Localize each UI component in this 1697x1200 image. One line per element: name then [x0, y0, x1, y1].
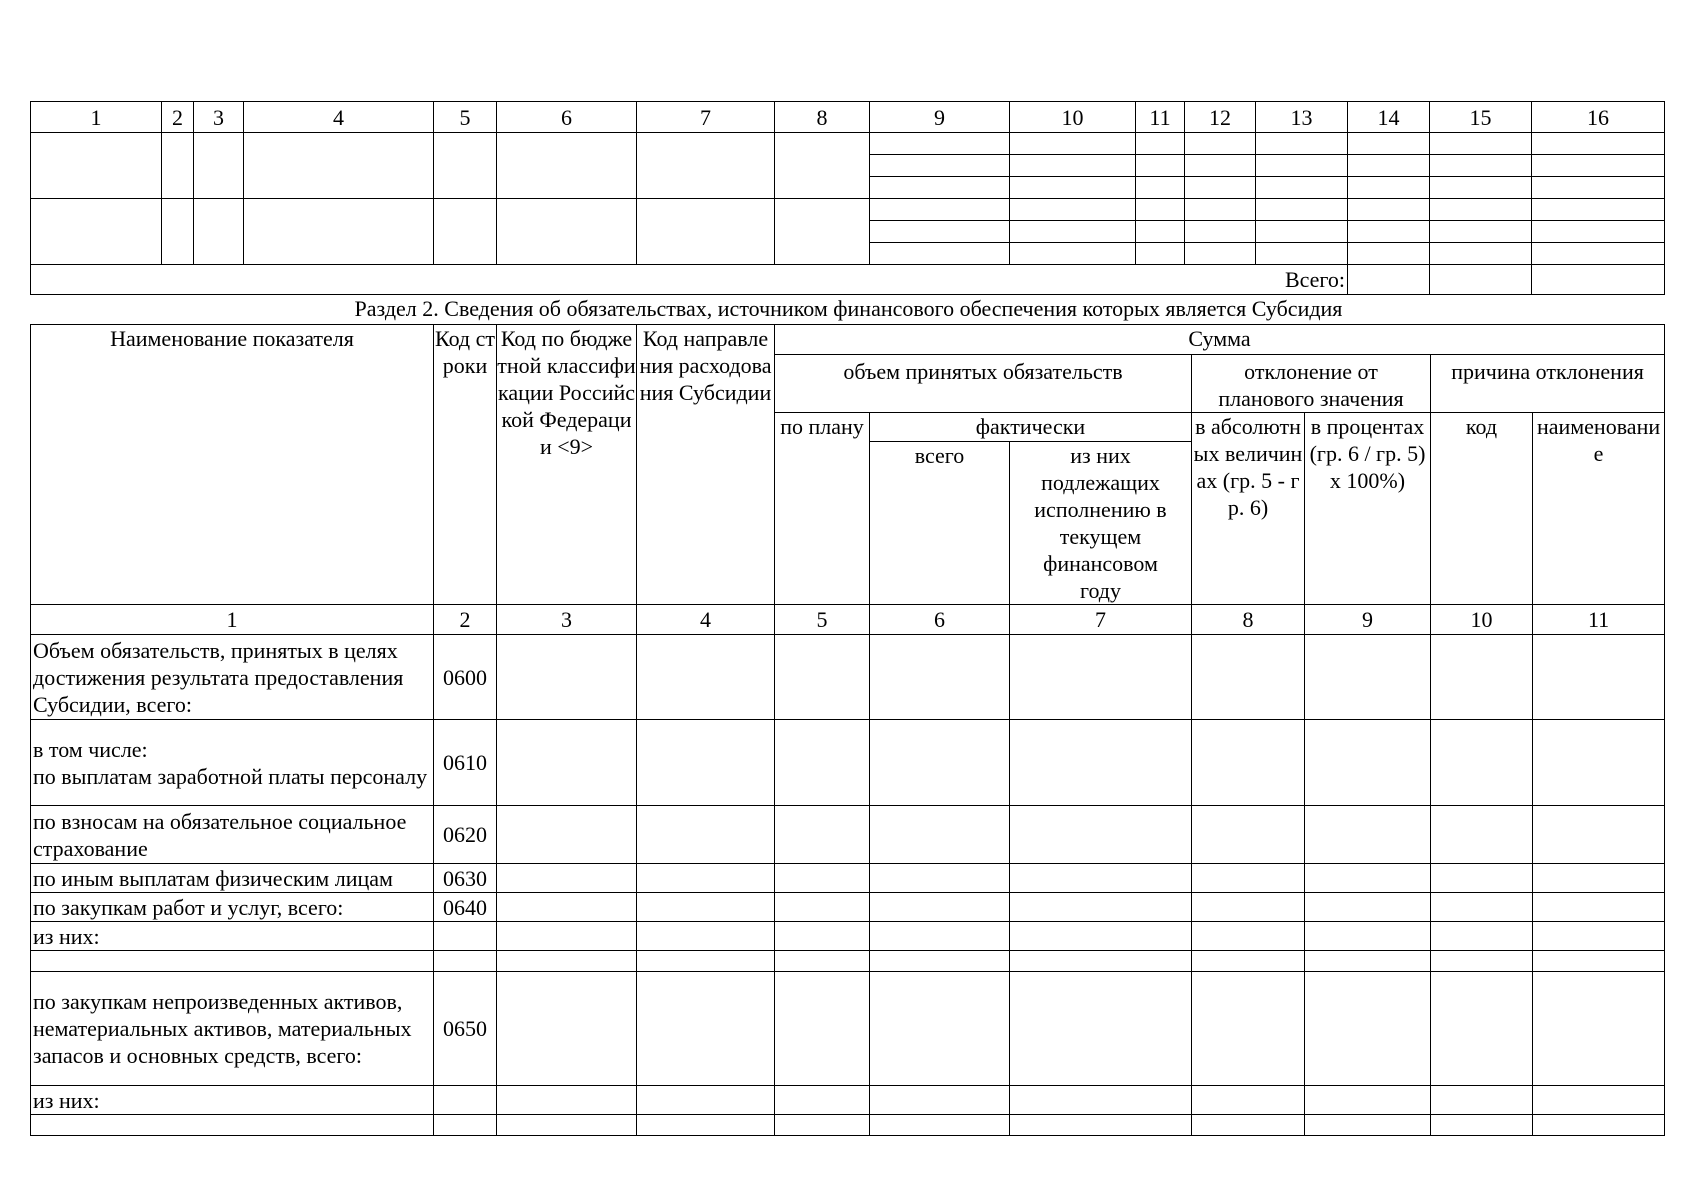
header-obligations-volume: объем принятых обязательств: [775, 355, 1192, 413]
data-cell: [637, 1115, 775, 1136]
table-row: [31, 922, 1665, 951]
data-cell: [1533, 1086, 1665, 1115]
data-cell: [637, 972, 775, 1086]
data-cell: [637, 806, 775, 864]
data-cell: [497, 635, 637, 720]
row-code: 0650: [434, 972, 497, 1086]
top-cell: [870, 177, 1010, 199]
top-cell: [1532, 155, 1665, 177]
top-cell: [1185, 133, 1256, 155]
top-cell: [1010, 133, 1136, 155]
table-row: [31, 1115, 1665, 1136]
row-code: 0600: [434, 635, 497, 720]
top-cell: [1010, 221, 1136, 243]
top-cell: [1185, 155, 1256, 177]
top-cell: [1010, 177, 1136, 199]
top-col-num: 9: [870, 102, 1010, 133]
data-cell: [1192, 635, 1305, 720]
data-cell: [1192, 922, 1305, 951]
col-num: 7: [1010, 605, 1192, 635]
top-cell: [434, 199, 497, 265]
data-cell: [1305, 720, 1431, 806]
data-cell: [637, 922, 775, 951]
table-row: [31, 1086, 1665, 1115]
row-code: [434, 951, 497, 972]
data-cell: [870, 951, 1010, 972]
data-cell: [1533, 720, 1665, 806]
data-cell: [1192, 893, 1305, 922]
header-percent: в процентах (гр. 6 / гр. 5) x 100%): [1305, 413, 1431, 605]
table-row: [31, 806, 1665, 864]
data-cell: [1533, 806, 1665, 864]
top-cell: [162, 133, 194, 199]
data-cell: [1010, 1086, 1192, 1115]
top-cell: [1185, 243, 1256, 265]
top-cell: [1256, 243, 1348, 265]
data-cell: [1192, 972, 1305, 1086]
top-cell: [1532, 177, 1665, 199]
header-deviation-reason: причина отклонения: [1431, 355, 1665, 413]
top-cell: [775, 199, 870, 265]
data-cell: [1305, 951, 1431, 972]
top-cell: [497, 133, 637, 199]
top-cell: [870, 221, 1010, 243]
top-cell: [194, 133, 244, 199]
top-cell: [1430, 243, 1532, 265]
data-cell: [870, 720, 1010, 806]
data-cell: [775, 893, 870, 922]
data-cell: [775, 972, 870, 1086]
data-cell: [1431, 922, 1533, 951]
row-name: в том числе: по выплатам заработной платы персоналу: [31, 720, 434, 806]
data-cell: [775, 1086, 870, 1115]
top-cell: [1136, 221, 1185, 243]
col-num: 2: [434, 605, 497, 635]
table-row: [31, 635, 1665, 720]
top-col-num: 5: [434, 102, 497, 133]
data-cell: [637, 720, 775, 806]
top-col-num: 13: [1256, 102, 1348, 133]
data-cell: [1431, 1115, 1533, 1136]
total-cell: [1532, 265, 1665, 295]
data-cell: [1305, 864, 1431, 893]
data-cell: [870, 1115, 1010, 1136]
top-cell: [1136, 199, 1185, 221]
data-cell: [1192, 1115, 1305, 1136]
top-cell: [1256, 177, 1348, 199]
top-col-num: 16: [1532, 102, 1665, 133]
data-cell: [870, 864, 1010, 893]
top-cell: [1136, 243, 1185, 265]
data-cell: [870, 922, 1010, 951]
top-col-num: 2: [162, 102, 194, 133]
top-cell: [870, 133, 1010, 155]
data-cell: [1010, 635, 1192, 720]
data-cell: [775, 635, 870, 720]
top-col-num: 10: [1010, 102, 1136, 133]
data-cell: [1533, 922, 1665, 951]
table-row: [31, 972, 1665, 1086]
data-cell: [1431, 893, 1533, 922]
data-cell: [497, 1086, 637, 1115]
total-cell: [1430, 265, 1532, 295]
top-cell: [1185, 199, 1256, 221]
row-name: по закупкам непроизведенных активов, нематериальных активов, материальных запасов и основных средств, всего:: [31, 972, 434, 1086]
top-cell: [1430, 199, 1532, 221]
header-absolute: в абсолютных величинах (гр. 5 - гр. 6): [1192, 413, 1305, 605]
top-table-row: [31, 133, 1665, 155]
table-row: [31, 951, 1665, 972]
top-cell: [1430, 133, 1532, 155]
data-cell: [1192, 1086, 1305, 1115]
data-cell: [1305, 1115, 1431, 1136]
top-cell: [1136, 177, 1185, 199]
data-cell: [1533, 893, 1665, 922]
data-cell: [1010, 893, 1192, 922]
top-cell: [1348, 243, 1430, 265]
top-cell: [1430, 177, 1532, 199]
row-name: по закупкам работ и услуг, всего:: [31, 893, 434, 922]
row-code: 0610: [434, 720, 497, 806]
header-code: код: [1431, 413, 1533, 605]
data-cell: [497, 972, 637, 1086]
top-cell: [637, 133, 775, 199]
header-by-plan: по плану: [775, 413, 870, 605]
data-cell: [497, 951, 637, 972]
data-cell: [1010, 864, 1192, 893]
col-num: 8: [1192, 605, 1305, 635]
top-col-num: 12: [1185, 102, 1256, 133]
data-cell: [1533, 972, 1665, 1086]
top-cell: [1348, 155, 1430, 177]
col-num: 10: [1431, 605, 1533, 635]
top-cell: [870, 243, 1010, 265]
top-cell: [1185, 221, 1256, 243]
data-cell: [775, 1115, 870, 1136]
row-code: [434, 1115, 497, 1136]
row-code: 0640: [434, 893, 497, 922]
data-cell: [637, 893, 775, 922]
top-col-num: 6: [497, 102, 637, 133]
data-cell: [1305, 922, 1431, 951]
data-cell: [1431, 635, 1533, 720]
data-cell: [775, 922, 870, 951]
data-cell: [1192, 951, 1305, 972]
top-col-num: 11: [1136, 102, 1185, 133]
row-name: по взносам на обязательное социальное страхование: [31, 806, 434, 864]
top-cell: [1430, 221, 1532, 243]
top-cell: [1532, 243, 1665, 265]
row-code: 0630: [434, 864, 497, 893]
top-col-num: 15: [1430, 102, 1532, 133]
top-cell: [1010, 155, 1136, 177]
data-cell: [1305, 1086, 1431, 1115]
data-cell: [1305, 893, 1431, 922]
total-label: Всего:: [31, 265, 1348, 295]
top-cell: [434, 133, 497, 199]
data-cell: [775, 720, 870, 806]
data-cell: [1305, 635, 1431, 720]
data-cell: [870, 806, 1010, 864]
data-cell: [1431, 1086, 1533, 1115]
row-code: [434, 922, 497, 951]
data-cell: [1431, 972, 1533, 1086]
data-cell: [497, 893, 637, 922]
top-col-num: 8: [775, 102, 870, 133]
top-cell: [194, 199, 244, 265]
top-cell: [162, 199, 194, 265]
top-cell: [497, 199, 637, 265]
data-cell: [1192, 720, 1305, 806]
data-cell: [1010, 972, 1192, 1086]
top-col-num: 1: [31, 102, 162, 133]
header-row-code: Код строки: [434, 325, 497, 605]
total-cell: [1348, 265, 1430, 295]
top-cell: [1348, 221, 1430, 243]
top-cell: [1256, 221, 1348, 243]
data-cell: [497, 864, 637, 893]
top-table-row: [31, 199, 1665, 221]
header-reason-name: наименование: [1533, 413, 1665, 605]
data-cell: [497, 922, 637, 951]
top-cell: [244, 199, 434, 265]
data-cell: [775, 864, 870, 893]
top-cell: [1348, 199, 1430, 221]
header-total: всего: [870, 442, 1010, 605]
col-num: 5: [775, 605, 870, 635]
column-numbers-row: [31, 605, 1665, 635]
data-cell: [1192, 864, 1305, 893]
top-cell: [1532, 221, 1665, 243]
row-name: из них:: [31, 922, 434, 951]
row-name: по иным выплатам физическим лицам: [31, 864, 434, 893]
row-name: [31, 951, 434, 972]
data-cell: [870, 635, 1010, 720]
data-cell: [775, 951, 870, 972]
top-cell: [1256, 199, 1348, 221]
top-cell: [31, 199, 162, 265]
top-cell: [870, 155, 1010, 177]
data-cell: [1010, 922, 1192, 951]
top-cell: [244, 133, 434, 199]
top-col-num: 4: [244, 102, 434, 133]
top-table-total-row: [31, 265, 1665, 295]
top-cell: [1185, 177, 1256, 199]
data-cell: [497, 720, 637, 806]
data-cell: [775, 806, 870, 864]
top-cell: [870, 199, 1010, 221]
data-cell: [1533, 1115, 1665, 1136]
header-amount: Сумма: [775, 325, 1665, 355]
data-cell: [1533, 864, 1665, 893]
table-row: [31, 864, 1665, 893]
top-cell: [1348, 133, 1430, 155]
data-cell: [1010, 951, 1192, 972]
data-cell: [1533, 951, 1665, 972]
col-num: 9: [1305, 605, 1431, 635]
data-cell: [1305, 972, 1431, 1086]
top-cell: [31, 133, 162, 199]
header-row-1: [31, 325, 1665, 355]
top-cell: [1348, 177, 1430, 199]
row-name: [31, 1115, 434, 1136]
col-num: 6: [870, 605, 1010, 635]
col-num: 3: [497, 605, 637, 635]
col-num: 1: [31, 605, 434, 635]
data-cell: [1431, 720, 1533, 806]
row-code: [434, 1086, 497, 1115]
top-cell: [1136, 155, 1185, 177]
row-name: из них:: [31, 1086, 434, 1115]
top-cell: [1532, 199, 1665, 221]
data-cell: [1431, 806, 1533, 864]
top-cell: [1430, 155, 1532, 177]
data-cell: [497, 1115, 637, 1136]
data-cell: [637, 635, 775, 720]
table-row: [31, 893, 1665, 922]
top-col-num: 7: [637, 102, 775, 133]
data-cell: [1431, 864, 1533, 893]
data-cell: [870, 1086, 1010, 1115]
top-cell: [1010, 199, 1136, 221]
header-direction-code: Код направления расходования Субсидии: [637, 325, 775, 605]
obligations-table: [30, 324, 1665, 1136]
top-cell: [1010, 243, 1136, 265]
data-cell: [870, 893, 1010, 922]
header-name: Наименование показателя: [31, 325, 434, 605]
row-name: Объем обязательств, принятых в целях достижения результата предоставления Субсидии, всего:: [31, 635, 434, 720]
data-cell: [1305, 806, 1431, 864]
top-col-num: 14: [1348, 102, 1430, 133]
col-num: 4: [637, 605, 775, 635]
header-actual: фактически: [870, 413, 1192, 442]
data-cell: [637, 951, 775, 972]
top-table: [30, 101, 1665, 295]
top-cell: [1256, 155, 1348, 177]
data-cell: [637, 1086, 775, 1115]
data-cell: [1192, 806, 1305, 864]
row-code: 0620: [434, 806, 497, 864]
header-budget-code: Код по бюджетной классификации Российской Федерации <9>: [497, 325, 637, 605]
header-deviation: отклонение от планового значения: [1192, 355, 1431, 413]
top-cell: [1136, 133, 1185, 155]
section-title: Раздел 2. Сведения об обязательствах, источником финансового обеспечения которых является Субсидия: [354, 296, 1343, 321]
header-current-year: из них подлежащих исполнению в текущем финансовом году: [1010, 442, 1192, 605]
top-cell: [1532, 133, 1665, 155]
data-cell: [1010, 720, 1192, 806]
top-cell: [775, 133, 870, 199]
data-cell: [1431, 951, 1533, 972]
top-col-num: 3: [194, 102, 244, 133]
top-cell: [1256, 133, 1348, 155]
top-cell: [637, 199, 775, 265]
data-cell: [1010, 1115, 1192, 1136]
data-cell: [870, 972, 1010, 1086]
table-row: [31, 720, 1665, 806]
data-cell: [1533, 635, 1665, 720]
data-cell: [497, 806, 637, 864]
data-cell: [637, 864, 775, 893]
data-cell: [1010, 806, 1192, 864]
top-table-header-row: [31, 102, 1665, 133]
col-num: 11: [1533, 605, 1665, 635]
